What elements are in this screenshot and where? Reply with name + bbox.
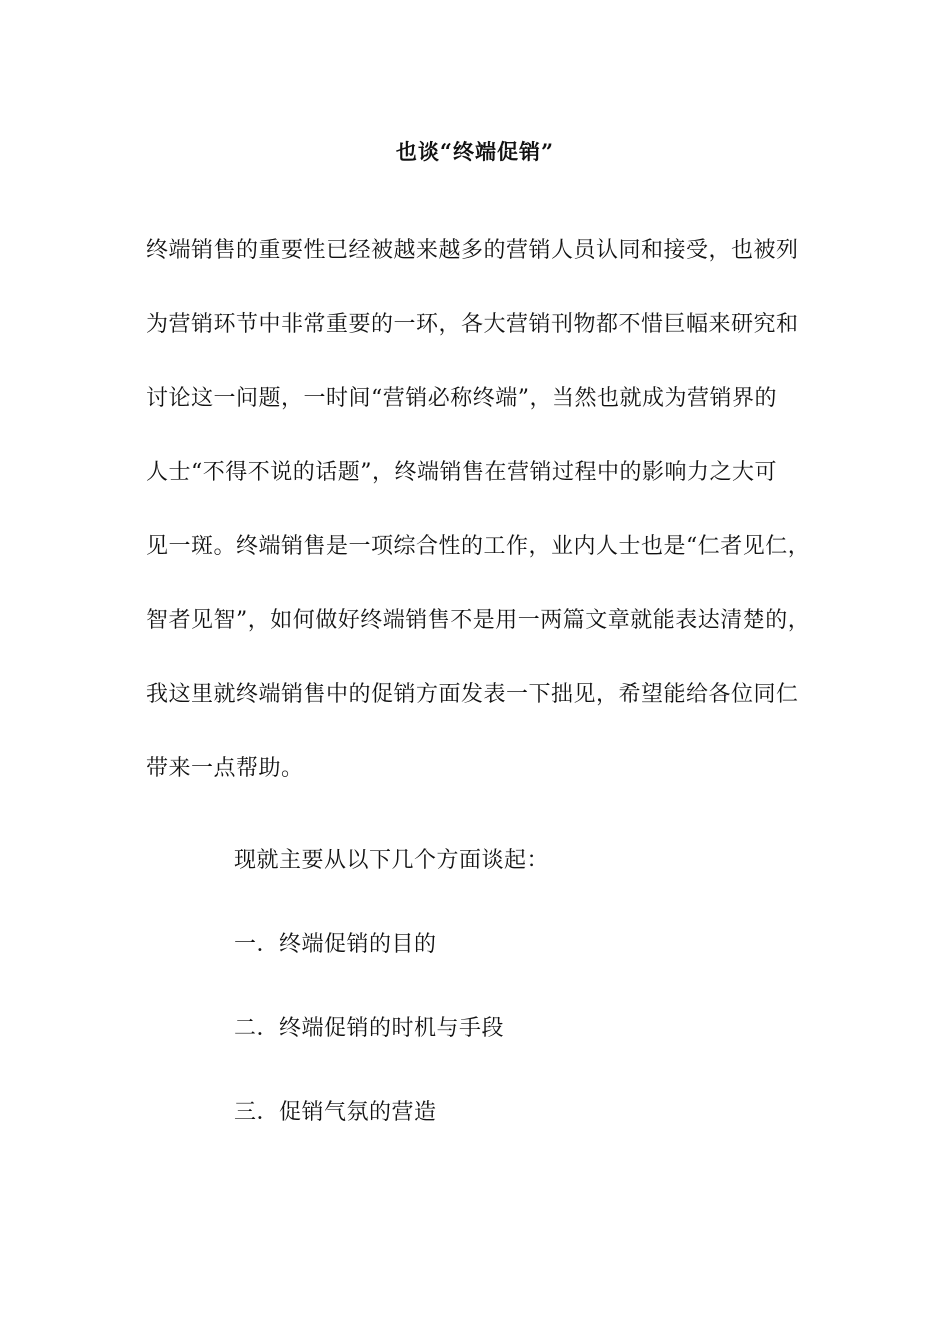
paragraph-line: 讨论这一问题，一时间“营销必称终端”，当然也就成为营销界的 bbox=[146, 386, 777, 411]
outline-section bbox=[234, 842, 834, 1178]
paragraph-line: 人士“不得不说的话题”，终端销售在营销过程中的影响力之大可 bbox=[146, 460, 777, 485]
document-title: 也谈“终端促销” bbox=[395, 139, 555, 164]
outline-item: 二．终端促销的时机与手段 bbox=[234, 1016, 505, 1041]
paragraph-line: 见一斑。终端销售是一项综合性的工作，业内人士也是“仁者见仁， bbox=[146, 534, 811, 559]
paragraph-line: 为营销环节中非常重要的一环，各大营销刊物都不惜巨幅来研究和 bbox=[146, 312, 799, 337]
outline-item: 一．终端促销的目的 bbox=[234, 932, 437, 957]
paragraph-line: 我这里就终端销售中的促销方面发表一下拙见，希望能给各位同仁 bbox=[146, 682, 799, 707]
outline-item: 三．促销气氛的营造 bbox=[234, 1100, 437, 1125]
paragraph-line: 智者见智”，如何做好终端销售不是用一两篇文章就能表达清楚的， bbox=[146, 608, 811, 633]
outline-intro: 现就主要从以下几个方面谈起： bbox=[234, 848, 550, 873]
paragraph-line: 终端销售的重要性已经被越来越多的营销人员认同和接受，也被列 bbox=[146, 238, 799, 263]
paragraph-line: 带来一点帮助。 bbox=[146, 756, 304, 781]
body-paragraph bbox=[146, 232, 816, 824]
